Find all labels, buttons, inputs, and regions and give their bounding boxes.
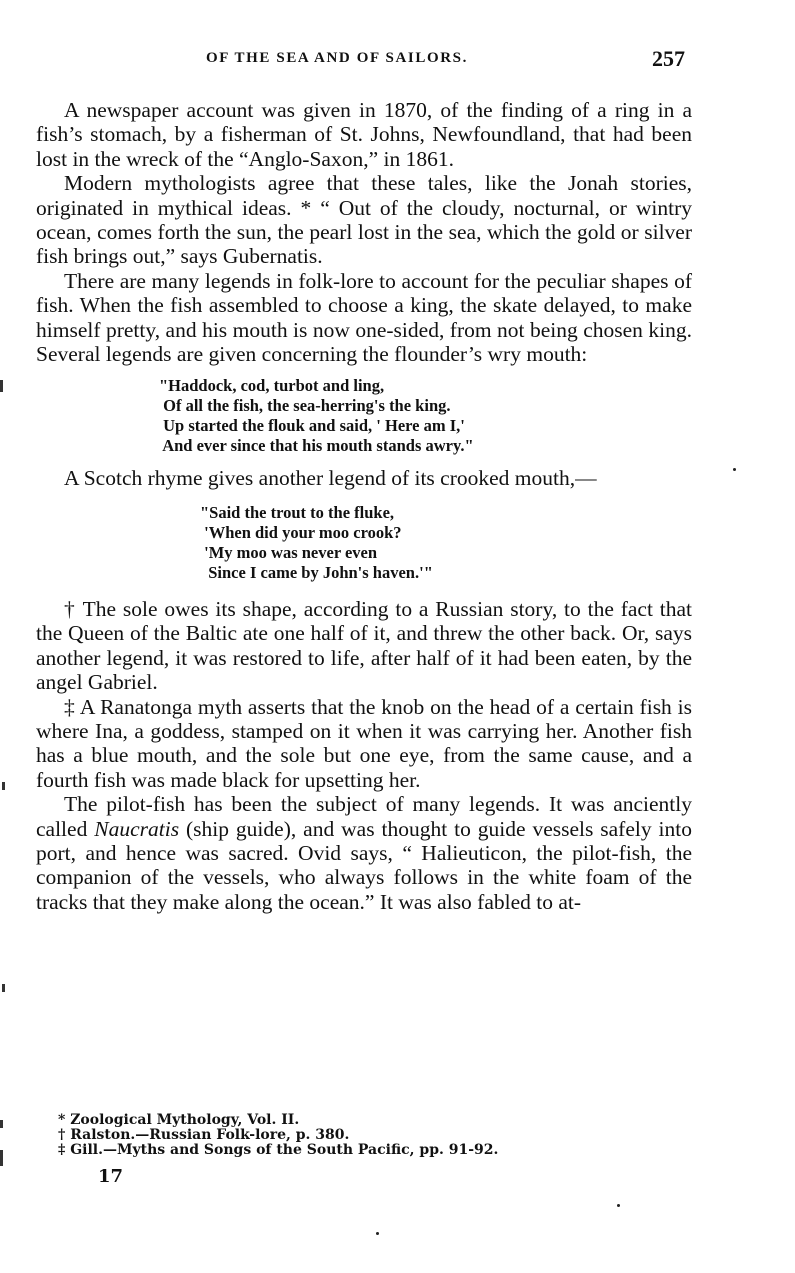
scan-speck <box>617 1204 620 1207</box>
scan-edge-mark <box>0 1120 3 1128</box>
paragraph-ring-in-fish: A newspaper account was given in 1870, of the finding of a ring in a fish’s stomach, by a fisherman of St. Johns, Newfoundland, that had been lost in the wreck of the “Anglo-Saxon,” in 1861. <box>36 98 692 171</box>
verse-line: And ever since that his mouth stands awry." <box>159 436 474 456</box>
verse-trout <box>36 503 692 583</box>
verse-line: Up started the flouk and said, ' Here am I,' <box>159 416 465 436</box>
scan-edge-mark <box>0 1150 3 1166</box>
signature-mark: 17 <box>98 1166 124 1187</box>
verse-line: "Said the trout to the fluke, <box>200 502 395 522</box>
scan-speck <box>376 1232 379 1235</box>
paragraph-mythologists: Modern mythologists agree that these tales, like the Jonah stories, originated in mythical ideas. * “ Out of the cloudy, nocturnal, or wintry ocean, comes forth the sun, the pearl lost in the sea, which the gold or silver fish brings out,” says Gubernatis. <box>36 171 692 269</box>
scan-edge-mark <box>2 984 5 992</box>
paragraph-scotch-rhyme: A Scotch rhyme gives another legend of its crooked mouth,— <box>64 466 597 491</box>
verse-line: Of all the fish, the sea-herring's the king. <box>159 396 451 416</box>
paragraph-sole: † The sole owes its shape, according to a Russian story, to the fact that the Queen of the Baltic ate one half of it, and threw the other back. Or, says another legend, it was restored to life, after half of it had been eaten, by the angel Gabriel. <box>36 596 692 695</box>
scan-speck <box>733 468 736 471</box>
page-header <box>0 46 795 74</box>
verse-line: "Haddock, cod, turbot and ling, <box>159 376 385 396</box>
verse-line: 'My moo was never even <box>200 542 378 562</box>
running-title: OF THE SEA AND OF SAILORS. <box>206 50 468 66</box>
verse-line: Since I came by John's haven.'" <box>200 562 433 582</box>
paragraph-ranatonga: ‡ A Ranatonga myth asserts that the knob on the head of a certain fish is where Ina, a goddess, stamped on it when it was carrying her. Another fish has a blue mouth, and the sole but one eye, from the same cause, and a fourth fish was made black for upsetting her. <box>36 694 692 792</box>
footnotes <box>58 1113 498 1158</box>
footnote-double-dagger: ‡ Gill.—Myths and Songs of the South Pacific, pp. 91-92. <box>58 1142 499 1158</box>
pilot-text-before: The pilot-fish has been the subject of many legends. It was anciently called <box>36 792 692 841</box>
verse-line: 'When did your moo crook? <box>200 522 402 542</box>
footnote-dagger: † Ralston.—Russian Folk-lore, p. 380. <box>58 1127 350 1143</box>
naucratis-term: Naucratis <box>94 816 180 841</box>
footnote-star: * Zoological Mythology, Vol. II. <box>58 1112 300 1128</box>
verse-haddock <box>36 376 692 456</box>
paragraph-fish-shapes: There are many legends in folk-lore to account for the peculiar shapes of fish. When the fish assembled to choose a king, the skate delayed, to make himself pretty, and his mouth is now one-sided, from not being chosen king. Several legends are given concerning the flounder’s wry mouth: <box>36 268 692 367</box>
paragraph-pilot-fish <box>36 792 692 914</box>
page-number: 257 <box>652 46 685 71</box>
body-text <box>36 98 692 914</box>
scan-edge-mark <box>0 380 3 392</box>
pilot-text-after: (ship guide), and was thought to guide vessels safely into port, and hence was sacred. Ovid says, “ Halieuticon, the pilot-fish, the companion of the vessels, who always follows in the white foam of the tracks that they make along the ocean.” It was also fabled to at- <box>36 816 692 914</box>
scan-edge-mark <box>2 782 5 790</box>
